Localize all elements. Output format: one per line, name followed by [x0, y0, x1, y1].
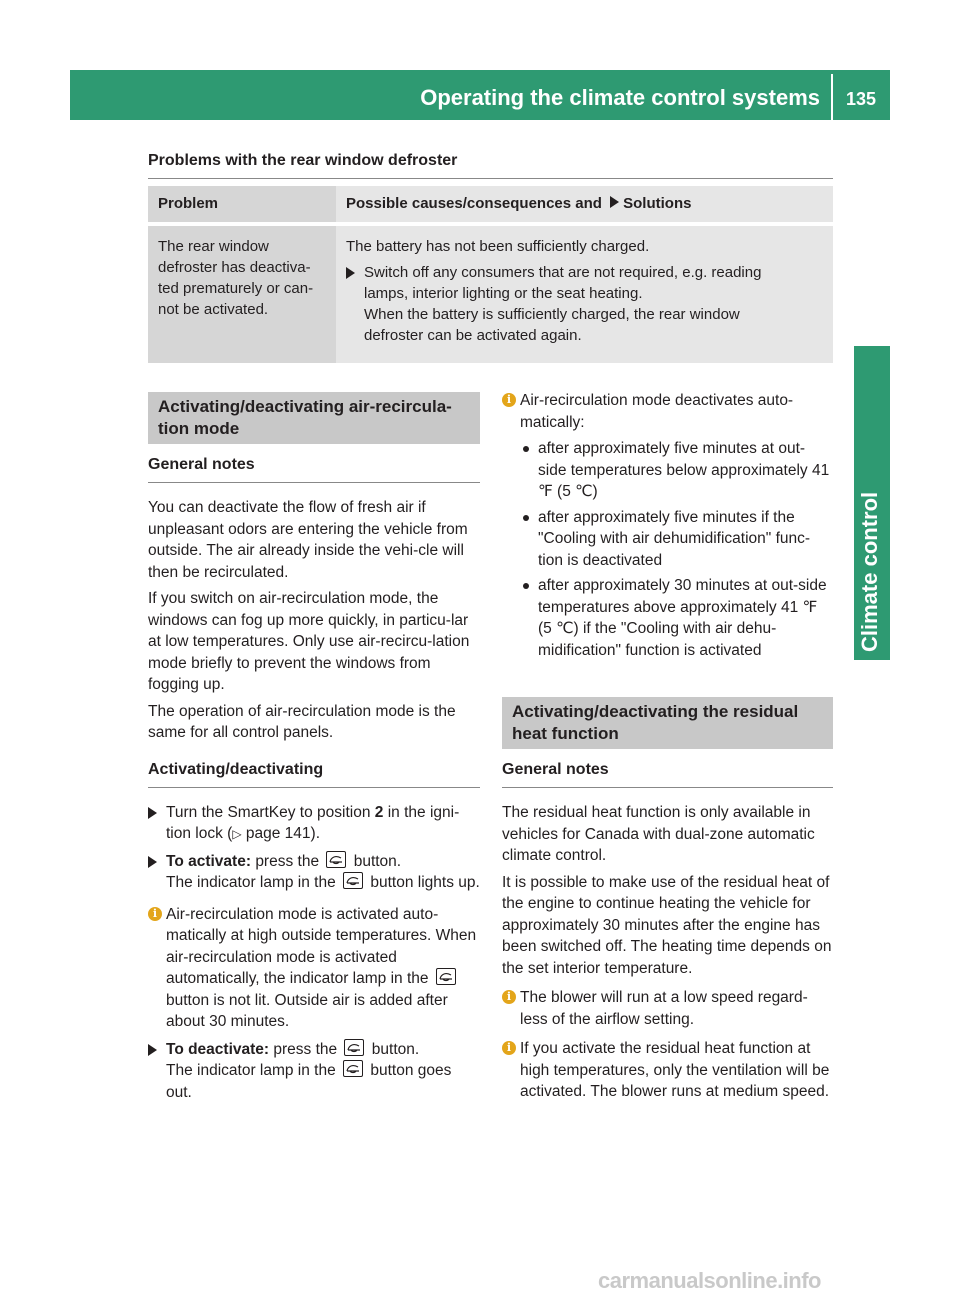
watermark: carmanualsonline.info: [598, 1268, 821, 1293]
side-tab-label: Climate control: [857, 491, 882, 652]
paragraph: If you switch on air-recirculation mode, the windows can fog up more quickly, in particu-lar at low temperatures. Only use air-recircu-lation mode briefly to prevent the windows from fogging up.: [148, 590, 470, 693]
step-sub-text: button goes out.: [166, 1062, 452, 1101]
problem-line: defroster has deactiva-: [158, 259, 311, 276]
residual-heat-section-title: [502, 697, 833, 749]
solution-line: Switch off any consumers that are not required, e.g. reading: [364, 264, 762, 281]
section-title-line: heat function: [512, 724, 619, 743]
problem-cell: [148, 224, 336, 363]
recirculation-icon: [343, 872, 363, 889]
problems-heading: Problems with the rear window defroster: [148, 152, 833, 179]
section-title-line: Activating/deactivating the residual: [512, 702, 799, 721]
paragraph: You can deactivate the flow of fresh air if unpleasant odors are entering the vehicle from outside. The air already inside the vehi-cle will then be recirculated.: [148, 499, 468, 581]
header-divider: [831, 74, 833, 120]
step-text: press the: [255, 852, 320, 870]
recirc-auto-note: [502, 390, 833, 661]
problem-line: not be activated.: [158, 301, 269, 318]
problem-line: The rear window: [158, 238, 269, 255]
problem-table: [148, 186, 833, 363]
step-text: in the igni-tion lock (: [166, 803, 460, 842]
arrow-icon: [148, 1044, 157, 1056]
solution-line: When the battery is sufficiently charged, the rear window: [364, 306, 740, 323]
list-item: after approximately five minutes if the "Cooling with air dehumidification" func-tion is deactivated: [520, 507, 833, 572]
air-recirc-section-title: [148, 392, 480, 444]
recirculation-icon: [344, 1039, 364, 1056]
chapter-title: Operating the climate control systems: [420, 85, 820, 110]
side-tab: [854, 346, 890, 660]
col-header-solutions-label: Solutions: [623, 194, 692, 212]
info-note: [502, 390, 833, 433]
divider: [148, 787, 480, 788]
general-notes-heading: General notes: [148, 456, 480, 483]
problem-line: ted prematurely or can-: [158, 280, 314, 297]
recirculation-icon: [326, 851, 346, 868]
info-icon: i: [502, 990, 516, 1004]
step-text: press the: [273, 1040, 338, 1058]
page-header: [70, 70, 890, 120]
step-activate: [148, 851, 480, 894]
table-header-row: [148, 186, 833, 224]
page-ref: page 141).: [245, 825, 321, 842]
note-text: Air-recirculation mode deactivates auto-matically:: [520, 392, 794, 431]
note-text: button is not lit. Outside air is added after about 30 minutes.: [166, 991, 448, 1030]
solution-line: defroster can be activated again.: [364, 327, 582, 344]
paragraph: The operation of air-recirculation mode is the same for all control panels.: [148, 702, 456, 741]
arrow-icon: [346, 267, 355, 279]
info-icon: i: [502, 1041, 516, 1055]
cause-text: The battery has not been sufficiently charged.: [346, 238, 650, 255]
activating-heading: Activating/deactivating: [148, 760, 324, 778]
arrow-icon: [148, 807, 157, 819]
arrow-icon: [148, 856, 157, 868]
solution-cell: [336, 224, 833, 363]
info-note: [502, 987, 833, 1030]
section-title-line: Activating/deactivating air-recircula-: [158, 397, 452, 416]
note-text: If you activate the residual heat function at high temperatures, only the ventilation will be activated. The blower runs at medium speed.: [520, 1040, 830, 1100]
recirculation-icon: [436, 968, 456, 985]
info-icon: i: [502, 393, 516, 407]
arrow-icon: [610, 196, 619, 208]
step-text: button.: [353, 852, 402, 870]
note-text: Air-recirculation mode is activated auto-matically at high outside temperatures. When air-recirculation mode is activated automatically, the indicator lamp in the: [166, 905, 477, 987]
right-column: [502, 390, 833, 1108]
step-sub-text: button lights up.: [370, 874, 480, 891]
air-recirc-body: [148, 497, 480, 744]
list-item: after approximately five minutes at out-side temperatures below approximately 41 ℉ (5 ℃): [520, 438, 833, 503]
info-icon: i: [148, 907, 162, 921]
step-label: To deactivate:: [166, 1040, 270, 1058]
step-text: button.: [371, 1040, 420, 1058]
paragraph: It is possible to make use of the residual heat of the engine to continue heating the vehicle for approximately 30 minutes after the engine has been switched off. The heating time depends on the set interior temperature.: [502, 873, 832, 977]
info-note: [502, 1038, 833, 1103]
note-text: The blower will run at a low speed regard-less of the airflow setting.: [520, 989, 808, 1028]
solution-line: lamps, interior lighting or the seat heating.: [364, 285, 643, 302]
col-header-causes: Possible causes/consequences and: [346, 194, 602, 212]
list-item: after approximately 30 minutes at out-side temperatures above approximately 41 ℉ (5 ℃) if the "Cooling with air dehu-midification" function is activated: [520, 575, 833, 661]
step-text: Turn the SmartKey to position: [166, 803, 371, 821]
recirculation-icon: [343, 1060, 363, 1077]
step-label: To activate:: [166, 852, 251, 870]
info-note: [148, 904, 480, 1033]
general-notes-heading: General notes: [502, 761, 833, 788]
step-position: 2: [374, 803, 384, 821]
step-sub-text: The indicator lamp in the: [166, 874, 336, 891]
table-row: [148, 224, 833, 363]
bullet-list: [502, 438, 833, 661]
residual-heat-body: [502, 802, 833, 1103]
page-ref-icon: ▷: [232, 827, 242, 841]
solution-step: [346, 262, 823, 346]
col-header-problem: Problem: [148, 186, 336, 224]
step-deactivate: [148, 1039, 480, 1104]
page-number: 135: [845, 89, 876, 109]
col-header-solutions: [336, 186, 833, 224]
left-column: [148, 392, 480, 1108]
step-ignition: [148, 802, 480, 846]
paragraph: The residual heat function is only available in vehicles for Canada with dual-zone automatic climate control.: [502, 804, 815, 864]
section-title-line: tion mode: [158, 419, 240, 438]
step-sub-text: The indicator lamp in the: [166, 1062, 336, 1079]
activation-steps: [148, 802, 480, 1104]
